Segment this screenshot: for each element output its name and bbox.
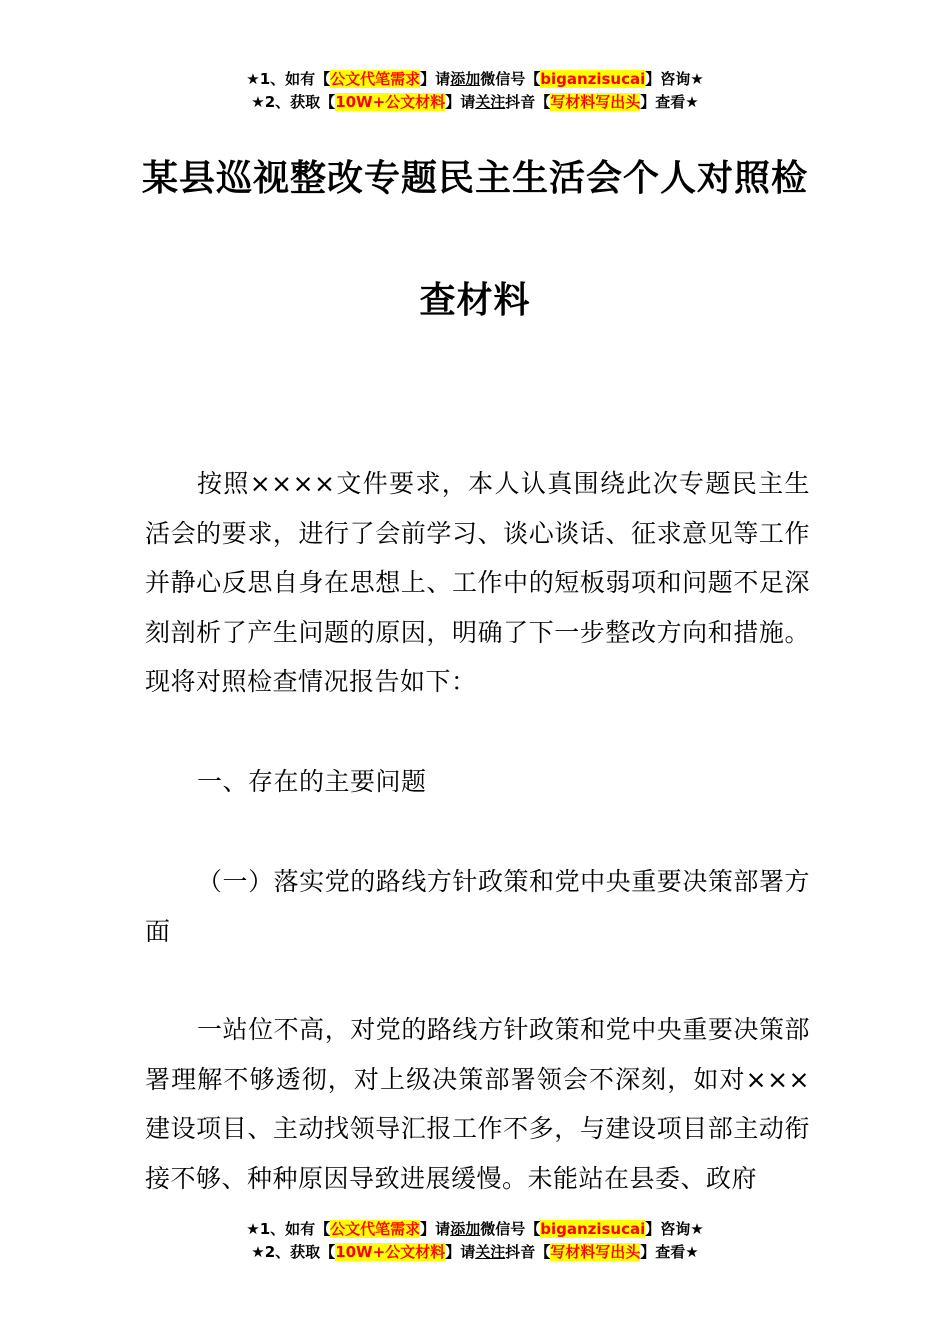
wechat-id-highlight: biganzisucai [540,70,646,88]
promo-text: 微信号【 [480,70,541,88]
section-heading-block [145,757,810,807]
promo-text: 】请 [420,70,451,88]
promo-underlined-text: 关注 [475,93,506,111]
promo-text: ★2、获取【 [251,93,336,111]
document-title-line-1: 某县巡视整改专题民主生活会个人对照检 [141,158,808,199]
promo-banner-bottom [0,1218,950,1264]
promo-text: 】请 [445,93,476,111]
promo-banner-top [0,68,950,114]
promo-text: 】查看★ [640,93,699,111]
intro-paragraph-block [145,459,810,707]
promo-text: 】请 [445,1243,476,1261]
promo-line-1 [0,1218,950,1241]
promo-text: 抖音【 [505,93,551,111]
promo-line-2 [0,1241,950,1264]
subsection-heading: （一）落实党的路线方针政策和党中央重要决策部署方面 [145,867,810,946]
promo-text: 】咨询★ [645,70,704,88]
promo-highlight: 公文代笔需求 [330,1220,421,1238]
point-paragraph-block [145,1005,810,1203]
douyin-account-highlight: 写材料写出头 [550,1243,641,1261]
point-paragraph: 一站位不高，对党的路线方针政策和党中央重要决策部署理解不够透彻，对上级决策部署领会不深刻，如对×××建设项目、主动找领导汇报工作不多，与建设项目部主动衔接不够、种种原因导致进展缓慢。未能站在县委、政府 [145,1015,810,1193]
promo-text: 微信号【 [480,1220,541,1238]
promo-line-1 [0,68,950,91]
promo-text: 】咨询★ [645,1220,704,1238]
promo-text: 】查看★ [640,1243,699,1261]
promo-highlight: 10W+公文材料 [335,1243,446,1261]
douyin-account-highlight: 写材料写出头 [550,93,641,111]
promo-text: ★2、获取【 [251,1243,336,1261]
wechat-id-highlight: biganzisucai [540,1220,646,1238]
section-heading: 一、存在的主要问题 [197,767,427,796]
document-title-line-2: 查材料 [419,280,531,321]
promo-text: ★1、如有【 [246,70,331,88]
promo-text: ★1、如有【 [246,1220,331,1238]
promo-underlined-text: 添加 [450,70,481,88]
promo-underlined-text: 关注 [475,1243,506,1261]
promo-text: 抖音【 [505,1243,551,1261]
intro-paragraph: 按照××××文件要求，本人认真围绕此次专题民主生活会的要求，进行了会前学习、谈心谈话、征求意见等工作并静心反思自身在思想上、工作中的短板弱项和问题不足深刻剖析了产生问题的原因，明确了下一步整改方向和措施。现将对照检查情况报告如下： [145,469,810,696]
promo-line-2 [0,91,950,114]
promo-text: 】请 [420,1220,451,1238]
promo-highlight: 公文代笔需求 [330,70,421,88]
promo-underlined-text: 添加 [450,1220,481,1238]
promo-highlight: 10W+公文材料 [335,93,446,111]
subsection-heading-block [145,857,810,956]
